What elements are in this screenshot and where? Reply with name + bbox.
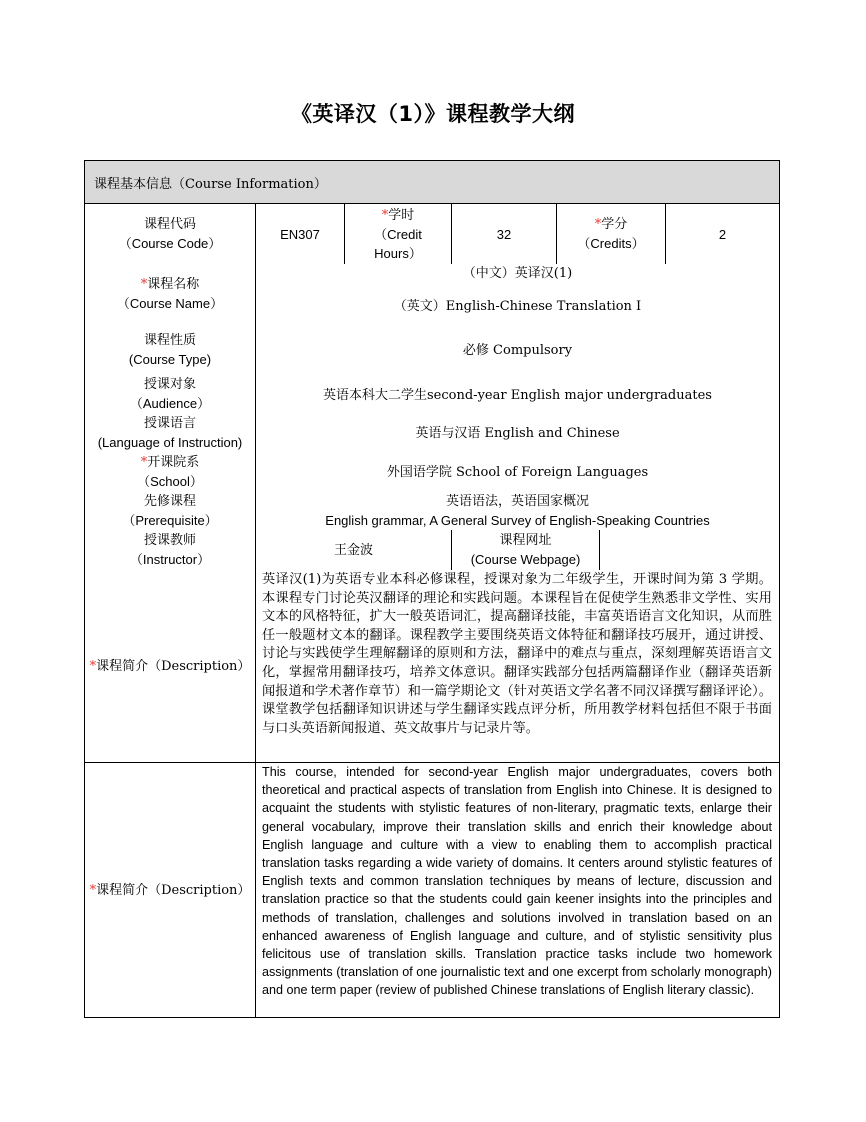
required-marker: * — [89, 882, 97, 898]
credit-hours-value: 32 — [496, 226, 512, 242]
required-marker: * — [89, 658, 97, 674]
required-marker: * — [381, 207, 389, 223]
course-code-value: EN307 — [280, 226, 320, 242]
label-column-divider — [255, 204, 256, 1018]
course-type-value: 必修 Compulsory — [462, 342, 573, 358]
credit-hours-label: *学时 （Credit Hours） — [374, 207, 422, 261]
audience-value: 英语本科大二学生second-year English major undergraduates — [323, 387, 712, 403]
course-name-en: （英文）English-Chinese Translation I — [393, 298, 642, 314]
credits-value: 2 — [718, 226, 727, 242]
required-marker: * — [140, 277, 148, 292]
description-cn-label: *课程简介（Description） — [89, 658, 251, 674]
credits-label: *学分 （Credits） — [577, 217, 645, 251]
prerequisite-value: 英语语法，英语国家概况 English grammar, A General Survey of English-Speaking Countries — [325, 494, 710, 528]
prerequisite-label: 先修课程 （Prerequisite） — [122, 494, 218, 528]
course-webpage-label: 课程网址 (Course Webpage) — [470, 533, 581, 567]
required-marker: * — [140, 455, 148, 470]
section-header — [85, 161, 779, 204]
page-title: 《英译汉（1）》课程教学大纲 — [290, 102, 576, 126]
instructor-label: 授课教师 （Instructor） — [129, 533, 211, 567]
course-webpage-value — [600, 539, 779, 561]
audience-label: 授课对象 （Audience） — [129, 377, 211, 411]
course-name-label: *课程名称 （Course Name） — [116, 277, 224, 311]
language-value: 英语与汉语 English and Chinese — [415, 425, 620, 441]
description-cn-text: 英译汉(1)为英语专业本科必修课程，授课对象为二年级学生，开课时间为第 3 学期。本课程专门讨论英汉翻译的理论和实践问题。本课程旨在促使学生熟悉非文学性、实用文本的风格特征，扩大一般英语词汇，提高翻译技能，丰富英语语言文化知识，从而胜任一般题材文本的翻译。课程教学主要围绕英语文体特征和翻译技巧展开，通过讲授、讨论与实践使学生理解翻译的原则和方法，翻译中的难点与重点，深刻理解英语语言文化，掌握常用翻译技巧，培养文体意识。翻译实践部分包括两篇翻译作业（翻译英语新闻报道和学术著作章节）和一篇学期论文（针对英语文学名著不同汉译撰写翻译评论）。课堂教学包括翻译知识讲述与学生翻译实践点评分析，所用教学材料包括但不限于书面与口头英语新闻报道、英文故事片与记录片等。 — [262, 572, 772, 736]
description-en-label: *课程简介（Description） — [89, 882, 251, 898]
course-code-label: 课程代码 （Course Code） — [118, 217, 222, 251]
section-header-label: 课程基本信息（Course Information） — [94, 177, 327, 192]
school-value: 外国语学院 School of Foreign Languages — [386, 464, 649, 480]
required-marker: * — [594, 217, 602, 232]
description-en-text: This course, intended for second-year English major undergraduates, covers both theoretical and practical aspects of translation from English into Chinese. It is designed to acquaint the students with stylistic features of non-literary, pragmatic texts, enlarge their general vocabulary, improve their translation skills and enrich their knowledge about English language and culture with a view to enabling them to accomplish practical translation tasks regarding a wide variety of domains. It centers around stylistic features of English texts and common translation techniques by means of lecture, discussion and translation practice so that the students could gain keener insights into the principles and methods of translation, challenges and solutions involved in translation based on an enhanced awareness of English language and culture, and of stylistic sensitivity plus felicitous use of translation skills. Translation practice tasks include two homework assignments (translation of one journalistic text and one excerpt from scholarly monograph) and one term paper (review of published Chinese translations of English literary classic). — [262, 765, 772, 998]
instructor-value: 王金波 — [333, 542, 373, 558]
language-label: 授课语言 (Language of Instruction) — [97, 416, 243, 450]
course-name-cn: （中文）英译汉(1) — [462, 265, 573, 281]
course-type-label: 课程性质 (Course Type) — [128, 333, 212, 367]
school-label: *开课院系 （School） — [137, 455, 203, 489]
